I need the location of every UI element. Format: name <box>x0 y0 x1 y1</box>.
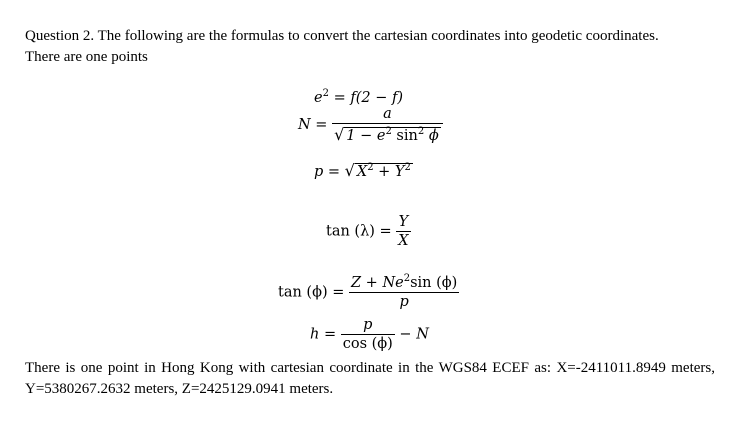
phi-num-b: sin (ϕ) <box>410 275 458 291</box>
N-den-sup2: 2 <box>417 126 425 137</box>
p-rad-b: + Y <box>373 164 405 180</box>
sqrt-sign: √ <box>344 161 355 180</box>
e2-sup: 2 <box>322 88 329 99</box>
phi-numerator <box>349 275 459 292</box>
formula-eccentricity <box>314 90 403 106</box>
phi-denominator: p <box>349 292 459 310</box>
p-rad-a: X <box>356 164 368 180</box>
lambda-denominator: X <box>398 233 409 249</box>
h-denominator: cos (ϕ) <box>342 336 393 352</box>
formula-p <box>314 161 413 180</box>
formula-N <box>298 106 443 144</box>
N-den-c: ϕ <box>424 128 439 144</box>
N-den-b: sin <box>391 128 418 144</box>
N-den-a: 1 − e <box>346 128 386 144</box>
intro-line-2: There are one points <box>25 49 148 65</box>
h-numerator: p <box>363 317 373 333</box>
N-numerator: a <box>383 106 392 122</box>
phi-lhs: tan (ϕ) = <box>278 284 349 301</box>
point-description: There is one point in Hong Kong with cartesian coordinate in the WGS84 ECEF as: X=-2411011.8949 meters, Y=5380267.2632 meters, Z=2425129.0941 meters. <box>25 360 715 397</box>
h-fraction <box>341 317 395 352</box>
e2-rhs: = f(2 − f) <box>328 90 403 106</box>
p-rad-sup2: 2 <box>404 162 411 173</box>
intro-line-1: Question 2. The following are the formulas to convert the cartesian coordinates into geodetic coordinates. <box>25 28 659 44</box>
h-rhs: − N <box>394 326 429 343</box>
phi-fraction <box>349 275 459 310</box>
N-den-sup1: 2 <box>385 126 392 137</box>
p-lhs: p = <box>314 164 345 180</box>
phi-num-a: Z + Ne <box>351 275 404 291</box>
p-rad-sup1: 2 <box>367 162 374 173</box>
sqrt-sign: √ <box>334 125 345 144</box>
N-lhs: N = <box>298 117 333 133</box>
N-denominator <box>332 123 443 144</box>
formula-longitude <box>326 214 411 249</box>
lambda-numerator: Y <box>398 214 409 230</box>
N-fraction <box>332 106 443 144</box>
question-intro <box>25 26 715 68</box>
lambda-lhs: tan (λ) = <box>326 223 397 240</box>
formula-latitude <box>278 275 459 310</box>
e2-lhs: e <box>314 90 323 106</box>
h-lhs: h = <box>310 326 341 343</box>
formula-height <box>310 317 429 352</box>
lambda-fraction <box>396 214 410 249</box>
phi-num-sup: 2 <box>403 273 411 284</box>
